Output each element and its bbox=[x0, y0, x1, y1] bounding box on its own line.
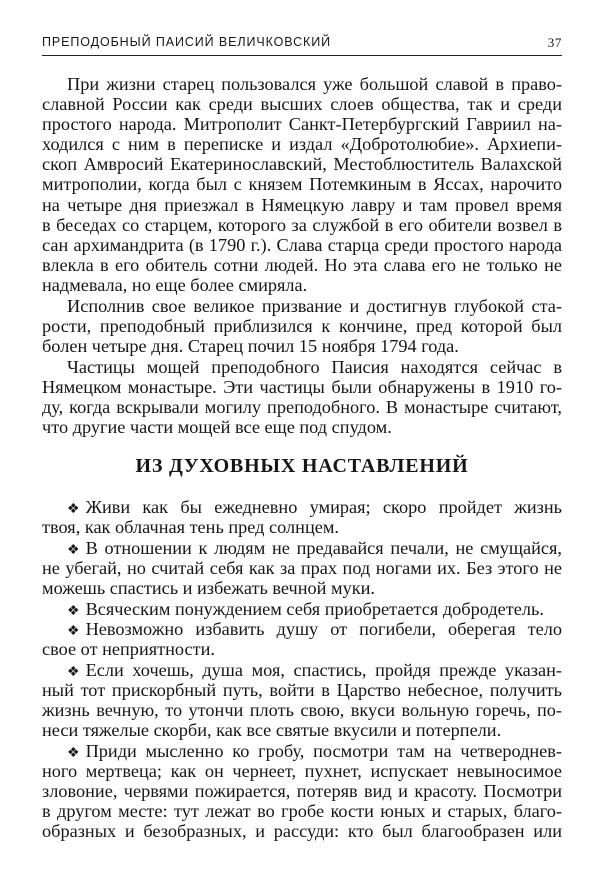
instruction-paragraph bbox=[42, 497, 562, 537]
text-line: ду, когда вскрывали могилу преподобного. В монастыре считают, bbox=[42, 396, 562, 417]
text-line: не убегай, но считай себя как за прах под ногами их. Без этого не bbox=[42, 557, 562, 578]
diamond-bullet-icon: ❖ bbox=[67, 502, 80, 517]
diamond-bullet-icon: ❖ bbox=[67, 746, 80, 762]
text-line: ❖ Невозможно избавить душу от погибели, оберегая тело bbox=[42, 619, 562, 639]
diamond-bullet-icon: ❖ bbox=[67, 624, 80, 640]
diamond-bullet-icon: ❖ bbox=[67, 665, 80, 681]
text-line: ❖ Приди мысленно ко гробу, посмотри там на четвероднев- bbox=[42, 741, 562, 761]
paragraph bbox=[42, 296, 562, 356]
text-line: Частицы мощей преподобного Паисия находятся сейчас в bbox=[67, 356, 562, 377]
text-line: рости, преподобный приблизился к кончине, пред которой был bbox=[42, 315, 562, 336]
text-line: можешь спастись и избежать вечной муки. bbox=[42, 577, 375, 598]
text-line: что другие части мощей все еще под спудом. bbox=[42, 416, 392, 437]
instructions-section bbox=[42, 497, 562, 842]
text-line: неси тяжелые скорби, как все святые вкусили и потерпели. bbox=[42, 720, 502, 741]
text-line: ❖ Всяческим понуждением себя приобретается добродетель. bbox=[42, 599, 562, 619]
text-line: в беседах со старцем, которого за службой в его обители возвел в bbox=[42, 214, 562, 235]
instruction-paragraph bbox=[42, 619, 562, 659]
text-line: свое от неприятности. bbox=[42, 639, 215, 660]
text-line: в другом месте: тут лежат во гробе кости юных и старых, благо- bbox=[42, 801, 562, 822]
text-line: митрополии, когда был с князем Потемкиным в Яссах, нарочито bbox=[42, 174, 562, 195]
text-line: При жизни старец пользовался уже большой славой в право- bbox=[67, 74, 562, 94]
instruction-paragraph bbox=[42, 741, 562, 841]
text-line: надмевала, но еще более смиряла. bbox=[42, 274, 308, 295]
text-line: ❖ Живи как бы ежедневно умирая; скоро пройдет жизнь bbox=[42, 497, 562, 517]
instruction-paragraph bbox=[42, 538, 562, 598]
instruction-paragraph bbox=[42, 599, 562, 619]
text-line: болен четыре дня. Старец почил 15 ноября 1794 года. bbox=[42, 335, 459, 356]
paragraph bbox=[42, 357, 562, 437]
biography-section bbox=[42, 74, 562, 437]
running-header-title: ПРЕПОДОБНЫЙ ПАИСИЙ ВЕЛИЧКОВСКИЙ bbox=[42, 35, 331, 49]
text-line: ходился с ним в переписке и издал «Добротолюбие». Архиепи- bbox=[42, 134, 562, 155]
instruction-paragraph bbox=[42, 660, 562, 740]
text-line: влекла в его обитель сотни людей. Но эта слава его не только не bbox=[42, 254, 562, 275]
text-line: сан архимандрита (в 1790 г.). Слава старца среди простого народа bbox=[42, 234, 562, 255]
text-line: простого народа. Митрополит Санкт-Петербургский Гавриил на- bbox=[42, 114, 562, 135]
text-line: зловоние, червями пожирается, потеряв вид и красоту. Посмотри bbox=[42, 781, 562, 802]
paragraph bbox=[42, 74, 562, 295]
text-line: славной России как среди высших слоев общества, так и среди bbox=[42, 94, 562, 115]
diamond-bullet-icon: ❖ bbox=[67, 542, 80, 558]
text-line: Нямецком монастыре. Эти частицы были обнаружены в 1910 го- bbox=[42, 376, 562, 397]
text-line: Исполнив свое великое призвание и достигнув глубокой ста- bbox=[67, 295, 562, 316]
text-line: ного мертвеца; как он чернеет, пухнет, испускает невыносимое bbox=[42, 761, 562, 782]
text-line: образных и безобразных, и рассуди: кто был благообразен или bbox=[42, 821, 562, 842]
running-header bbox=[42, 33, 562, 56]
text-line: на четыре дня приезжал в Нямецкую лавру и там провел время bbox=[42, 194, 562, 215]
text-line: ный тот прискорбный путь, войти в Царство небесное, получить bbox=[42, 680, 562, 701]
text-line: ❖ Если хочешь, душа моя, спастись, пройдя прежде указан- bbox=[42, 660, 562, 680]
text-line: жизнь вечную, то утончи плоть свою, вкуси вольную горечь, по- bbox=[42, 700, 562, 721]
text-line: твоя, как облачная тень пред солнцем. bbox=[42, 517, 339, 538]
diamond-bullet-icon: ❖ bbox=[67, 603, 80, 619]
page-number: 37 bbox=[547, 35, 562, 50]
section-heading: ИЗ ДУХОВНЫХ НАСТАВЛЕНИЙ bbox=[135, 455, 469, 477]
text-line: скоп Амвросий Екатеринославский, Местоблюститель Валахской bbox=[42, 154, 562, 175]
text-line: ❖ В отношении к людям не предавайся печали, не смущайся, bbox=[42, 538, 562, 558]
